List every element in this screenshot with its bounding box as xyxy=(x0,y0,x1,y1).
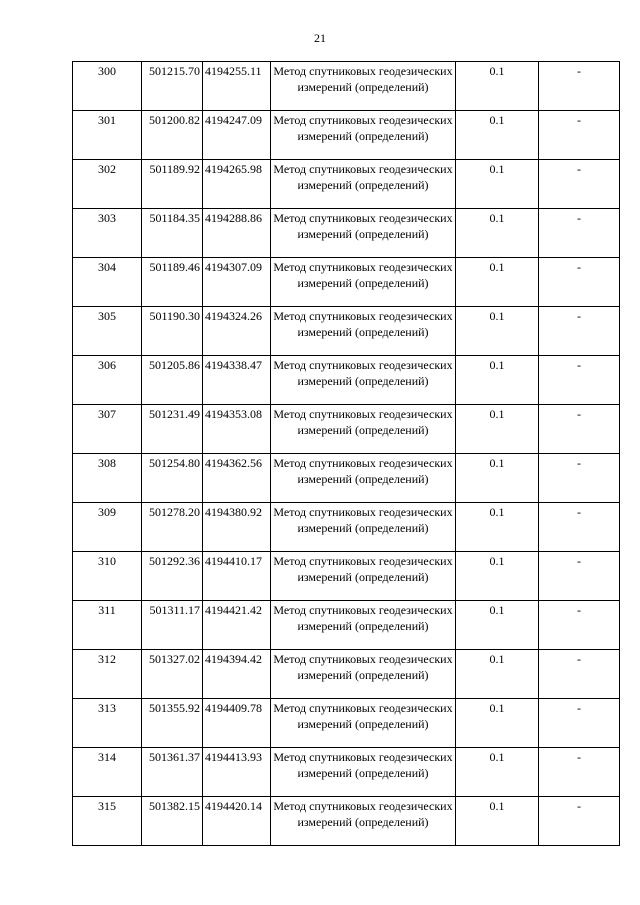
table-row xyxy=(73,160,620,209)
accuracy-cell: 0.1 xyxy=(456,356,539,405)
y-coordinate-cell: 4194420.14 xyxy=(203,797,271,846)
accuracy-cell: 0.1 xyxy=(456,748,539,797)
point-number-cell: 307 xyxy=(73,405,142,454)
accuracy-cell: 0.1 xyxy=(456,503,539,552)
y-coordinate-cell: 4194362.56 xyxy=(203,454,271,503)
note-cell: - xyxy=(539,699,620,748)
method-cell: Метод спутниковых геодезических измерений (определений) xyxy=(271,111,456,160)
y-coordinate-cell: 4194410.17 xyxy=(203,552,271,601)
x-coordinate-cell: 501215.70 xyxy=(142,62,203,111)
table-row xyxy=(73,601,620,650)
table-row xyxy=(73,797,620,846)
method-cell: Метод спутниковых геодезических измерений (определений) xyxy=(271,160,456,209)
method-cell: Метод спутниковых геодезических измерений (определений) xyxy=(271,209,456,258)
method-cell: Метод спутниковых геодезических измерений (определений) xyxy=(271,650,456,699)
method-cell: Метод спутниковых геодезических измерений (определений) xyxy=(271,454,456,503)
accuracy-cell: 0.1 xyxy=(456,699,539,748)
point-number-cell: 313 xyxy=(73,699,142,748)
note-cell: - xyxy=(539,111,620,160)
accuracy-cell: 0.1 xyxy=(456,601,539,650)
method-cell: Метод спутниковых геодезических измерений (определений) xyxy=(271,797,456,846)
note-cell: - xyxy=(539,258,620,307)
accuracy-cell: 0.1 xyxy=(456,797,539,846)
accuracy-cell: 0.1 xyxy=(456,650,539,699)
x-coordinate-cell: 501254.80 xyxy=(142,454,203,503)
table-row xyxy=(73,307,620,356)
y-coordinate-cell: 4194288.86 xyxy=(203,209,271,258)
note-cell: - xyxy=(539,356,620,405)
method-cell: Метод спутниковых геодезических измерений (определений) xyxy=(271,601,456,650)
point-number-cell: 315 xyxy=(73,797,142,846)
method-cell: Метод спутниковых геодезических измерений (определений) xyxy=(271,552,456,601)
accuracy-cell: 0.1 xyxy=(456,405,539,454)
point-number-cell: 314 xyxy=(73,748,142,797)
note-cell: - xyxy=(539,405,620,454)
point-number-cell: 308 xyxy=(73,454,142,503)
note-cell: - xyxy=(539,160,620,209)
x-coordinate-cell: 501189.46 xyxy=(142,258,203,307)
table-row xyxy=(73,454,620,503)
table-row xyxy=(73,258,620,307)
x-coordinate-cell: 501292.36 xyxy=(142,552,203,601)
point-number-cell: 311 xyxy=(73,601,142,650)
coordinates-table-body xyxy=(73,62,620,846)
accuracy-cell: 0.1 xyxy=(456,307,539,356)
note-cell: - xyxy=(539,503,620,552)
accuracy-cell: 0.1 xyxy=(456,258,539,307)
y-coordinate-cell: 4194255.11 xyxy=(203,62,271,111)
note-cell: - xyxy=(539,552,620,601)
table-row xyxy=(73,552,620,601)
method-cell: Метод спутниковых геодезических измерений (определений) xyxy=(271,258,456,307)
point-number-cell: 301 xyxy=(73,111,142,160)
method-cell: Метод спутниковых геодезических измерений (определений) xyxy=(271,748,456,797)
table-row xyxy=(73,503,620,552)
y-coordinate-cell: 4194380.92 xyxy=(203,503,271,552)
x-coordinate-cell: 501189.92 xyxy=(142,160,203,209)
method-cell: Метод спутниковых геодезических измерений (определений) xyxy=(271,405,456,454)
table-row xyxy=(73,111,620,160)
note-cell: - xyxy=(539,748,620,797)
point-number-cell: 305 xyxy=(73,307,142,356)
y-coordinate-cell: 4194421.42 xyxy=(203,601,271,650)
method-cell: Метод спутниковых геодезических измерений (определений) xyxy=(271,62,456,111)
table-row xyxy=(73,209,620,258)
y-coordinate-cell: 4194265.98 xyxy=(203,160,271,209)
table-row xyxy=(73,356,620,405)
x-coordinate-cell: 501382.15 xyxy=(142,797,203,846)
point-number-cell: 303 xyxy=(73,209,142,258)
point-number-cell: 310 xyxy=(73,552,142,601)
page-number: 21 xyxy=(314,31,326,45)
accuracy-cell: 0.1 xyxy=(456,62,539,111)
table-row xyxy=(73,62,620,111)
y-coordinate-cell: 4194324.26 xyxy=(203,307,271,356)
note-cell: - xyxy=(539,601,620,650)
point-number-cell: 312 xyxy=(73,650,142,699)
x-coordinate-cell: 501327.02 xyxy=(142,650,203,699)
y-coordinate-cell: 4194353.08 xyxy=(203,405,271,454)
x-coordinate-cell: 501311.17 xyxy=(142,601,203,650)
note-cell: - xyxy=(539,650,620,699)
method-cell: Метод спутниковых геодезических измерений (определений) xyxy=(271,356,456,405)
note-cell: - xyxy=(539,62,620,111)
note-cell: - xyxy=(539,307,620,356)
accuracy-cell: 0.1 xyxy=(456,209,539,258)
note-cell: - xyxy=(539,454,620,503)
point-number-cell: 304 xyxy=(73,258,142,307)
y-coordinate-cell: 4194394.42 xyxy=(203,650,271,699)
table-row xyxy=(73,748,620,797)
y-coordinate-cell: 4194338.47 xyxy=(203,356,271,405)
y-coordinate-cell: 4194413.93 xyxy=(203,748,271,797)
accuracy-cell: 0.1 xyxy=(456,111,539,160)
method-cell: Метод спутниковых геодезических измерений (определений) xyxy=(271,503,456,552)
point-number-cell: 302 xyxy=(73,160,142,209)
x-coordinate-cell: 501361.37 xyxy=(142,748,203,797)
table-row xyxy=(73,405,620,454)
coordinates-table xyxy=(72,61,620,846)
x-coordinate-cell: 501355.92 xyxy=(142,699,203,748)
point-number-cell: 300 xyxy=(73,62,142,111)
x-coordinate-cell: 501231.49 xyxy=(142,405,203,454)
point-number-cell: 309 xyxy=(73,503,142,552)
x-coordinate-cell: 501205.86 xyxy=(142,356,203,405)
accuracy-cell: 0.1 xyxy=(456,552,539,601)
method-cell: Метод спутниковых геодезических измерений (определений) xyxy=(271,699,456,748)
note-cell: - xyxy=(539,209,620,258)
note-cell: - xyxy=(539,797,620,846)
x-coordinate-cell: 501184.35 xyxy=(142,209,203,258)
accuracy-cell: 0.1 xyxy=(456,160,539,209)
x-coordinate-cell: 501200.82 xyxy=(142,111,203,160)
table-row xyxy=(73,650,620,699)
y-coordinate-cell: 4194307.09 xyxy=(203,258,271,307)
method-cell: Метод спутниковых геодезических измерений (определений) xyxy=(271,307,456,356)
x-coordinate-cell: 501190.30 xyxy=(142,307,203,356)
point-number-cell: 306 xyxy=(73,356,142,405)
accuracy-cell: 0.1 xyxy=(456,454,539,503)
table-row xyxy=(73,699,620,748)
y-coordinate-cell: 4194409.78 xyxy=(203,699,271,748)
y-coordinate-cell: 4194247.09 xyxy=(203,111,271,160)
x-coordinate-cell: 501278.20 xyxy=(142,503,203,552)
